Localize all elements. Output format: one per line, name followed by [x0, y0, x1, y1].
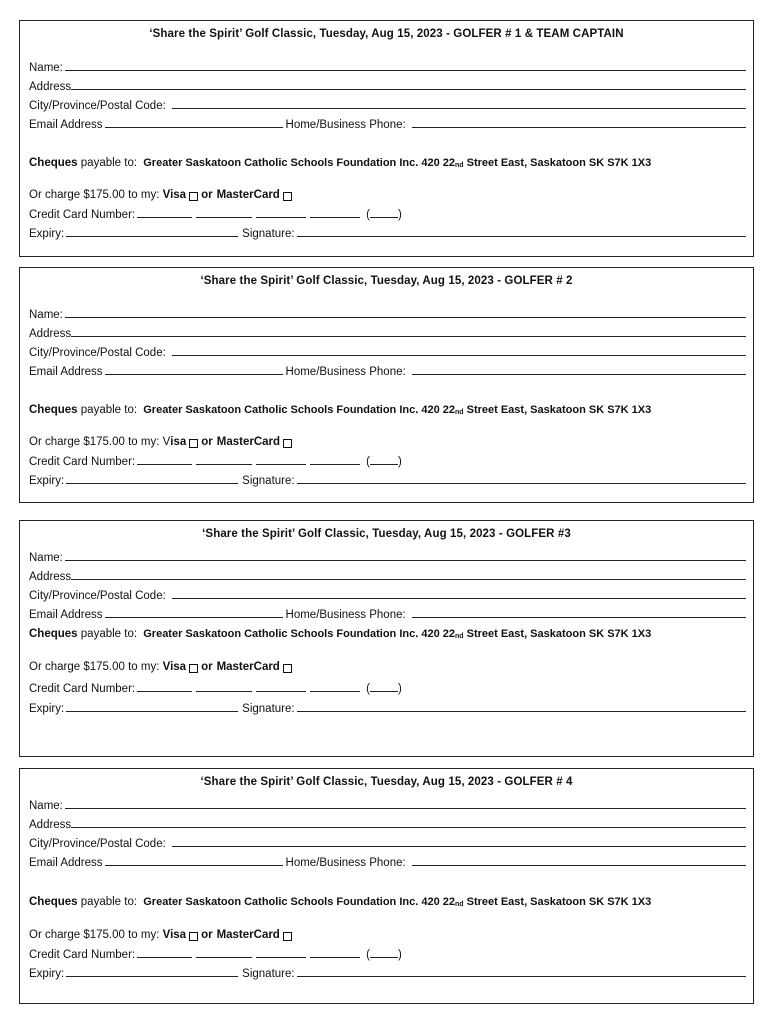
golfer-form-1: [19, 20, 754, 257]
credit-card-row: Credit Card Number: ( ): [29, 456, 402, 468]
phone-field[interactable]: [412, 616, 746, 618]
address-field[interactable]: [71, 335, 746, 337]
cheques-row: Cheques payable to: Greater Saskatoon Catholic Schools Foundation Inc. 420 22 nd Street East, Saskatoon SK S7K 1X3: [29, 896, 652, 908]
name-field[interactable]: [65, 807, 746, 809]
city-row: City/Province/Postal Code:: [29, 96, 746, 112]
email-phone-row: Email Address Home/Business Phone:: [29, 362, 746, 378]
credit-card-row: Credit Card Number: ( ): [29, 949, 402, 961]
cheques-row: Cheques payable to: Greater Saskatoon Catholic Schools Foundation Inc. 420 22 nd Street East, Saskatoon SK S7K 1X3: [29, 404, 652, 416]
city-field[interactable]: [172, 845, 746, 847]
cc-number-field-4[interactable]: [310, 216, 360, 218]
name-field[interactable]: [65, 69, 746, 71]
cc-number-field-2[interactable]: [196, 690, 252, 692]
city-field[interactable]: [172, 107, 746, 109]
phone-field[interactable]: [412, 373, 746, 375]
expiry-field[interactable]: [66, 710, 238, 712]
golfer-form-4: [19, 768, 754, 1004]
email-field[interactable]: [105, 616, 283, 618]
email-field[interactable]: [105, 373, 283, 375]
signature-field[interactable]: [297, 975, 746, 977]
form-title: ‘Share the Spirit’ Golf Classic, Tuesday, Aug 15, 2023 - GOLFER # 1 & TEAM CAPTAIN: [149, 28, 624, 40]
golfer-form-2: [19, 267, 754, 503]
visa-checkbox[interactable]: [189, 439, 198, 448]
name-field[interactable]: [65, 559, 746, 561]
cc-number-field-1[interactable]: [137, 956, 192, 958]
email-phone-row: Email Address Home/Business Phone:: [29, 605, 746, 621]
address-row: Address: [29, 324, 746, 340]
credit-card-row: Credit Card Number: ( ): [29, 683, 402, 695]
visa-checkbox[interactable]: [189, 664, 198, 673]
expiry-signature-row: Expiry: Signature:: [29, 699, 746, 715]
expiry-signature-row: Expiry: Signature:: [29, 964, 746, 980]
cc-number-field-2[interactable]: [196, 463, 252, 465]
cc-cvv-field[interactable]: [370, 216, 398, 218]
cc-cvv-field[interactable]: [370, 463, 398, 465]
city-row: City/Province/Postal Code:: [29, 834, 746, 850]
cc-number-field-3[interactable]: [256, 216, 306, 218]
cheques-row: Cheques payable to: Greater Saskatoon Catholic Schools Foundation Inc. 420 22 nd Street East, Saskatoon SK S7K 1X3: [29, 157, 652, 169]
mastercard-checkbox[interactable]: [283, 439, 292, 448]
charge-row: Or charge $175.00 to my: Visa or MasterCard: [29, 185, 746, 201]
name-row: Name:: [29, 548, 746, 564]
form-title: ‘Share the Spirit’ Golf Classic, Tuesday, Aug 15, 2023 - GOLFER #3: [202, 528, 571, 540]
cc-number-field-1[interactable]: [137, 690, 192, 692]
charge-row: Or charge $175.00 to my: Visa or MasterCard: [29, 657, 746, 673]
city-field[interactable]: [172, 354, 746, 356]
address-row: Address: [29, 815, 746, 831]
email-field[interactable]: [105, 126, 283, 128]
signature-field[interactable]: [297, 235, 746, 237]
cc-number-field-4[interactable]: [310, 690, 360, 692]
phone-field[interactable]: [412, 864, 746, 866]
cc-cvv-field[interactable]: [370, 690, 398, 692]
mastercard-checkbox[interactable]: [283, 932, 292, 941]
cc-number-field-3[interactable]: [256, 690, 306, 692]
visa-checkbox[interactable]: [189, 192, 198, 201]
signature-field[interactable]: [297, 710, 746, 712]
credit-card-row: Credit Card Number: ( ): [29, 209, 402, 221]
address-field[interactable]: [71, 826, 746, 828]
charge-row: Or charge $175.00 to my: Visa or MasterCard: [29, 925, 746, 941]
expiry-field[interactable]: [66, 235, 238, 237]
cc-number-field-1[interactable]: [137, 216, 192, 218]
signature-field[interactable]: [297, 482, 746, 484]
name-field[interactable]: [65, 316, 746, 318]
expiry-signature-row: Expiry: Signature:: [29, 471, 746, 487]
cc-number-field-2[interactable]: [196, 216, 252, 218]
city-row: City/Province/Postal Code:: [29, 343, 746, 359]
address-field[interactable]: [71, 88, 746, 90]
phone-field[interactable]: [412, 126, 746, 128]
address-row: Address: [29, 567, 746, 583]
city-field[interactable]: [172, 597, 746, 599]
name-row: Name:: [29, 305, 746, 321]
form-title: ‘Share the Spirit’ Golf Classic, Tuesday, Aug 15, 2023 - GOLFER # 2: [200, 275, 573, 287]
email-phone-row: Email Address Home/Business Phone:: [29, 115, 746, 131]
address-row: Address: [29, 77, 746, 93]
email-field[interactable]: [105, 864, 283, 866]
form-title: ‘Share the Spirit’ Golf Classic, Tuesday, Aug 15, 2023 - GOLFER # 4: [200, 776, 573, 788]
expiry-field[interactable]: [66, 482, 238, 484]
cheques-row: Cheques payable to: Greater Saskatoon Catholic Schools Foundation Inc. 420 22 nd Street East, Saskatoon SK S7K 1X3: [29, 628, 652, 640]
cc-number-field-1[interactable]: [137, 463, 192, 465]
cc-number-field-2[interactable]: [196, 956, 252, 958]
email-phone-row: Email Address Home/Business Phone:: [29, 853, 746, 869]
expiry-signature-row: Expiry: Signature:: [29, 224, 746, 240]
name-row: Name:: [29, 58, 746, 74]
name-row: Name:: [29, 796, 746, 812]
mastercard-checkbox[interactable]: [283, 192, 292, 201]
address-field[interactable]: [71, 578, 746, 580]
cc-cvv-field[interactable]: [370, 956, 398, 958]
cc-number-field-4[interactable]: [310, 463, 360, 465]
cc-number-field-3[interactable]: [256, 463, 306, 465]
city-row: City/Province/Postal Code:: [29, 586, 746, 602]
mastercard-checkbox[interactable]: [283, 664, 292, 673]
cc-number-field-3[interactable]: [256, 956, 306, 958]
visa-checkbox[interactable]: [189, 932, 198, 941]
cc-number-field-4[interactable]: [310, 956, 360, 958]
golfer-form-3: [19, 520, 754, 757]
expiry-field[interactable]: [66, 975, 238, 977]
charge-row: Or charge $175.00 to my: V isa or MasterCard: [29, 432, 746, 448]
